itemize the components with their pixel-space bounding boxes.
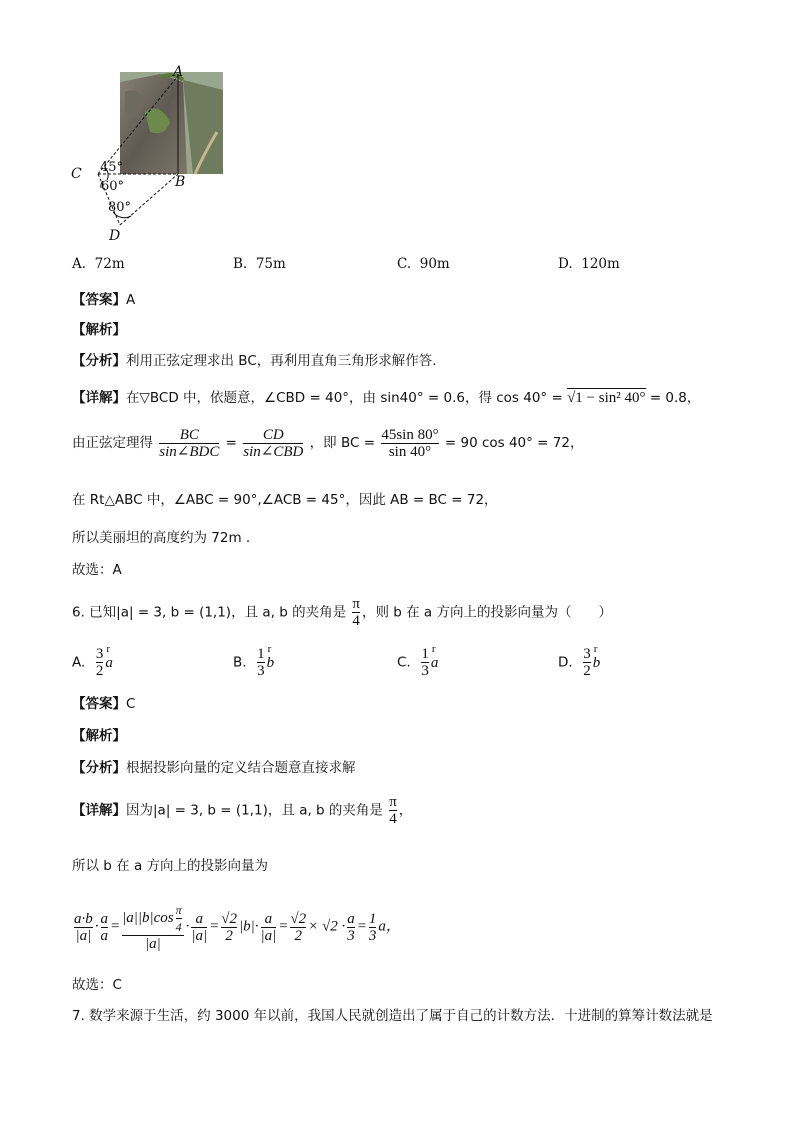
q6-option-d: D. $\frac{3}{2}$ r b	[558, 646, 600, 679]
q5-option-d: D. 120m	[558, 256, 620, 272]
q6-analysis-tag: 【解析】	[72, 728, 126, 744]
label-d: D	[109, 228, 121, 244]
angle-60: 60°	[101, 179, 125, 194]
q5-detail-line4: 所以美丽坦的高度约为 72m .	[72, 530, 251, 546]
q6-choose: 故选：C	[72, 977, 122, 993]
q5-fenxi: 【分析】利用正弦定理求出 BC，再利用直角三角形求解作答.	[72, 353, 437, 369]
cliff-photo	[120, 72, 223, 174]
q6-option-b: B. $\frac{1}{3}$ r b	[233, 646, 274, 679]
label-a: A	[173, 64, 184, 80]
q6-stem: 6. 已知|a| = 3, b = (1,1)，且 a, b 的夹角是 $\frac{\pi}{4}$ ，则 b 在 a 方向上的投影向量为（ ）	[72, 596, 612, 629]
q5-choose: 故选：A	[72, 562, 122, 578]
angle-45: 45°	[100, 160, 124, 175]
q5-detail-line2: 由正弦定理得 $\frac{BC}{\text{sin∠BDC}}$ = $\frac{CD}{\text{sin∠CBD}}$ ，即 BC = $\frac{45\sin 80^\circ}{\sin 40^\circ}$ = 90 cos 40° = 72，	[72, 426, 584, 460]
q5-detail-line1: 【详解】在▽BCD 中，依题意，∠CBD = 40°，由 sin40° = 0.6，得 cos 40° = √1 − sin² 40° = 0.8，	[72, 390, 701, 406]
cliff-diagram	[65, 62, 235, 247]
label-c: C	[71, 166, 82, 182]
q5-option-c: C. 90m	[397, 256, 450, 272]
q6-detail-line1: 【详解】因为|a| = 3, b = (1,1)，且 a, b 的夹角是 $\frac{\pi}{4}$ ，	[72, 794, 413, 827]
pi-over-4-detail: $\frac{\pi}{4}$	[389, 794, 397, 827]
q6-projection-formula: $\frac{a\cdot b}{|a|}$ · $\frac{a}{a}$ = |a||b|cos $\frac{\pi}{4}$ |a| · $\frac{a}{|a|}$ = $\frac{√2}{2}$ |b|· $\frac{a}{|a|}$ = $\frac{√2}{2}$ × √2 · $\frac{a}{3}$ = $\frac{1}{3}$ a，	[74, 903, 401, 952]
q7-stem: 7. 数学来源于生活，约 3000 年以前，我国人民就创造出了属于自己的计数方法．十进制的算筹计数法就是	[72, 1008, 713, 1024]
fraction-45sin: $\frac{45\sin 80^\circ}{\sin 40^\circ}$	[381, 426, 439, 460]
q6-answer: 【答案】C	[72, 696, 136, 712]
fraction-bc: $\frac{BC}{\text{sin∠BDC}}$	[159, 426, 220, 460]
q6-option-a: A. $\frac{3}{2}$ r a	[72, 646, 113, 679]
q5-option-a: A. 72m	[72, 256, 125, 272]
fraction-cd: $\frac{CD}{\text{sin∠CBD}}$	[243, 426, 304, 460]
cliff-figure	[65, 62, 235, 247]
label-b: B	[175, 174, 186, 190]
pi-over-4: $\frac{\pi}{4}$	[352, 596, 360, 629]
q5-option-b: B. 75m	[233, 256, 286, 272]
q6-fenxi: 【分析】根据投影向量的定义结合题意直接求解	[72, 760, 356, 776]
q6-option-c: C. $\frac{1}{3}$ r a	[397, 646, 438, 679]
angle-80: 80°	[108, 200, 132, 215]
q5-analysis-tag: 【解析】	[72, 322, 126, 338]
q5-answer: 【答案】A	[72, 292, 136, 308]
q6-detail-line2: 所以 b 在 a 方向上的投影向量为	[72, 858, 269, 874]
q5-detail-line3: 在 Rt△ABC 中，∠ABC = 90°,∠ACB = 45°，因此 AB = BC = 72，	[72, 492, 498, 508]
